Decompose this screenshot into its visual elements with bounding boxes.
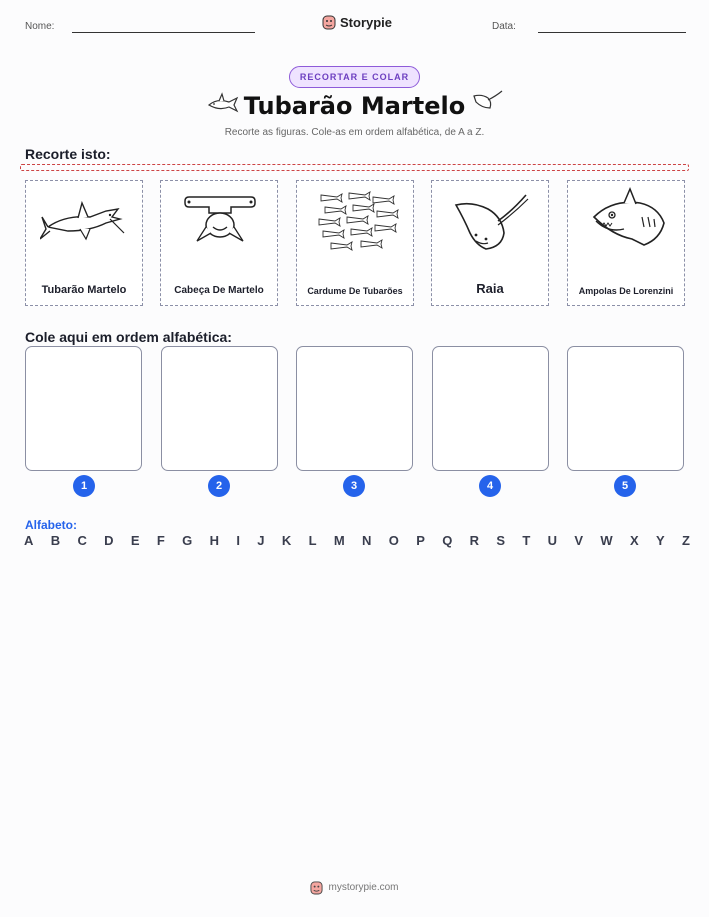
slot-number-4: 4: [479, 475, 501, 497]
storypie-logo-icon: [310, 880, 323, 895]
alphabet-letter: C: [77, 533, 87, 548]
alphabet-letter: B: [50, 533, 61, 548]
hammerhead-side-icon: [40, 187, 130, 257]
cut-card-4[interactable]: [431, 180, 549, 306]
card-label: Ampolas De Lorenzini: [578, 286, 674, 296]
cut-card-3[interactable]: [296, 180, 414, 306]
alphabet-letter: J: [257, 533, 265, 548]
alphabet-letter: K: [281, 533, 292, 548]
alphabet-title: Alfabeto:: [25, 518, 77, 532]
alphabet-letter: E: [130, 533, 140, 548]
activity-badge: RECORTAR E COLAR: [289, 66, 420, 88]
alphabet-letter: I: [236, 533, 240, 548]
alphabet-letter: R: [469, 533, 480, 548]
cut-section-title: Recorte isto:: [25, 146, 111, 162]
alphabet-letter: H: [209, 533, 219, 548]
paste-slot-1[interactable]: [25, 346, 142, 471]
alphabet-letter: G: [182, 533, 193, 548]
stingray-decoration-icon: [470, 88, 504, 118]
card-label: Raia: [476, 281, 504, 296]
alphabet-letter: N: [362, 533, 372, 548]
paste-slot-5[interactable]: [567, 346, 684, 471]
name-label: Nome:: [25, 21, 55, 32]
cut-card-2[interactable]: [160, 180, 278, 306]
alphabet-letter: O: [388, 533, 399, 548]
hammerhead-front-icon: [175, 187, 265, 257]
cut-line: [20, 164, 689, 171]
stingray-icon: [446, 187, 536, 257]
alphabet-letter: A: [24, 533, 34, 548]
alphabet-letter: U: [547, 533, 558, 548]
paste-section-title: Cole aqui em ordem alfabética:: [25, 329, 232, 345]
slot-number-2: 2: [208, 475, 230, 497]
name-field[interactable]: [72, 32, 255, 33]
alphabet-letter: T: [522, 533, 531, 548]
brand-logo: [322, 14, 392, 30]
storypie-logo-icon: [322, 14, 336, 30]
date-field[interactable]: [538, 32, 686, 33]
alphabet-letter: S: [496, 533, 506, 548]
alphabet-letter: Y: [655, 533, 665, 548]
paste-slot-3[interactable]: [296, 346, 413, 471]
shark-face-icon: [582, 187, 672, 257]
paste-slot-4[interactable]: [432, 346, 549, 471]
brand-name: Storypie: [340, 14, 393, 30]
alphabet-letter: L: [308, 533, 317, 548]
alphabet-letter: W: [600, 533, 613, 548]
footer: [0, 880, 709, 895]
card-label: Cabeça De Martelo: [174, 285, 264, 296]
cut-card-1[interactable]: [25, 180, 143, 306]
shark-school-icon: [311, 187, 401, 257]
slot-number-3: 3: [343, 475, 365, 497]
alphabet-row: [24, 533, 690, 548]
paste-slot-2[interactable]: [161, 346, 278, 471]
cut-card-5[interactable]: [567, 180, 685, 306]
slot-number-1: 1: [73, 475, 95, 497]
date-label: Data:: [492, 21, 516, 32]
alphabet-letter: X: [629, 533, 639, 548]
alphabet-letter: M: [333, 533, 345, 548]
alphabet-letter: V: [574, 533, 584, 548]
page-title: Tubarão Martelo: [243, 92, 466, 120]
alphabet-letter: F: [156, 533, 165, 548]
footer-url: mystorypie.com: [328, 882, 399, 893]
card-label: Tubarão Martelo: [41, 284, 127, 296]
alphabet-letter: Q: [442, 533, 453, 548]
slot-number-5: 5: [614, 475, 636, 497]
alphabet-letter: P: [416, 533, 425, 548]
alphabet-letter: Z: [681, 533, 690, 548]
card-label: Cardume De Tubarões: [307, 286, 403, 296]
alphabet-letter: D: [104, 533, 114, 548]
instructions: Recorte as figuras. Cole-as em ordem alfabética, de A a Z.: [224, 127, 485, 138]
